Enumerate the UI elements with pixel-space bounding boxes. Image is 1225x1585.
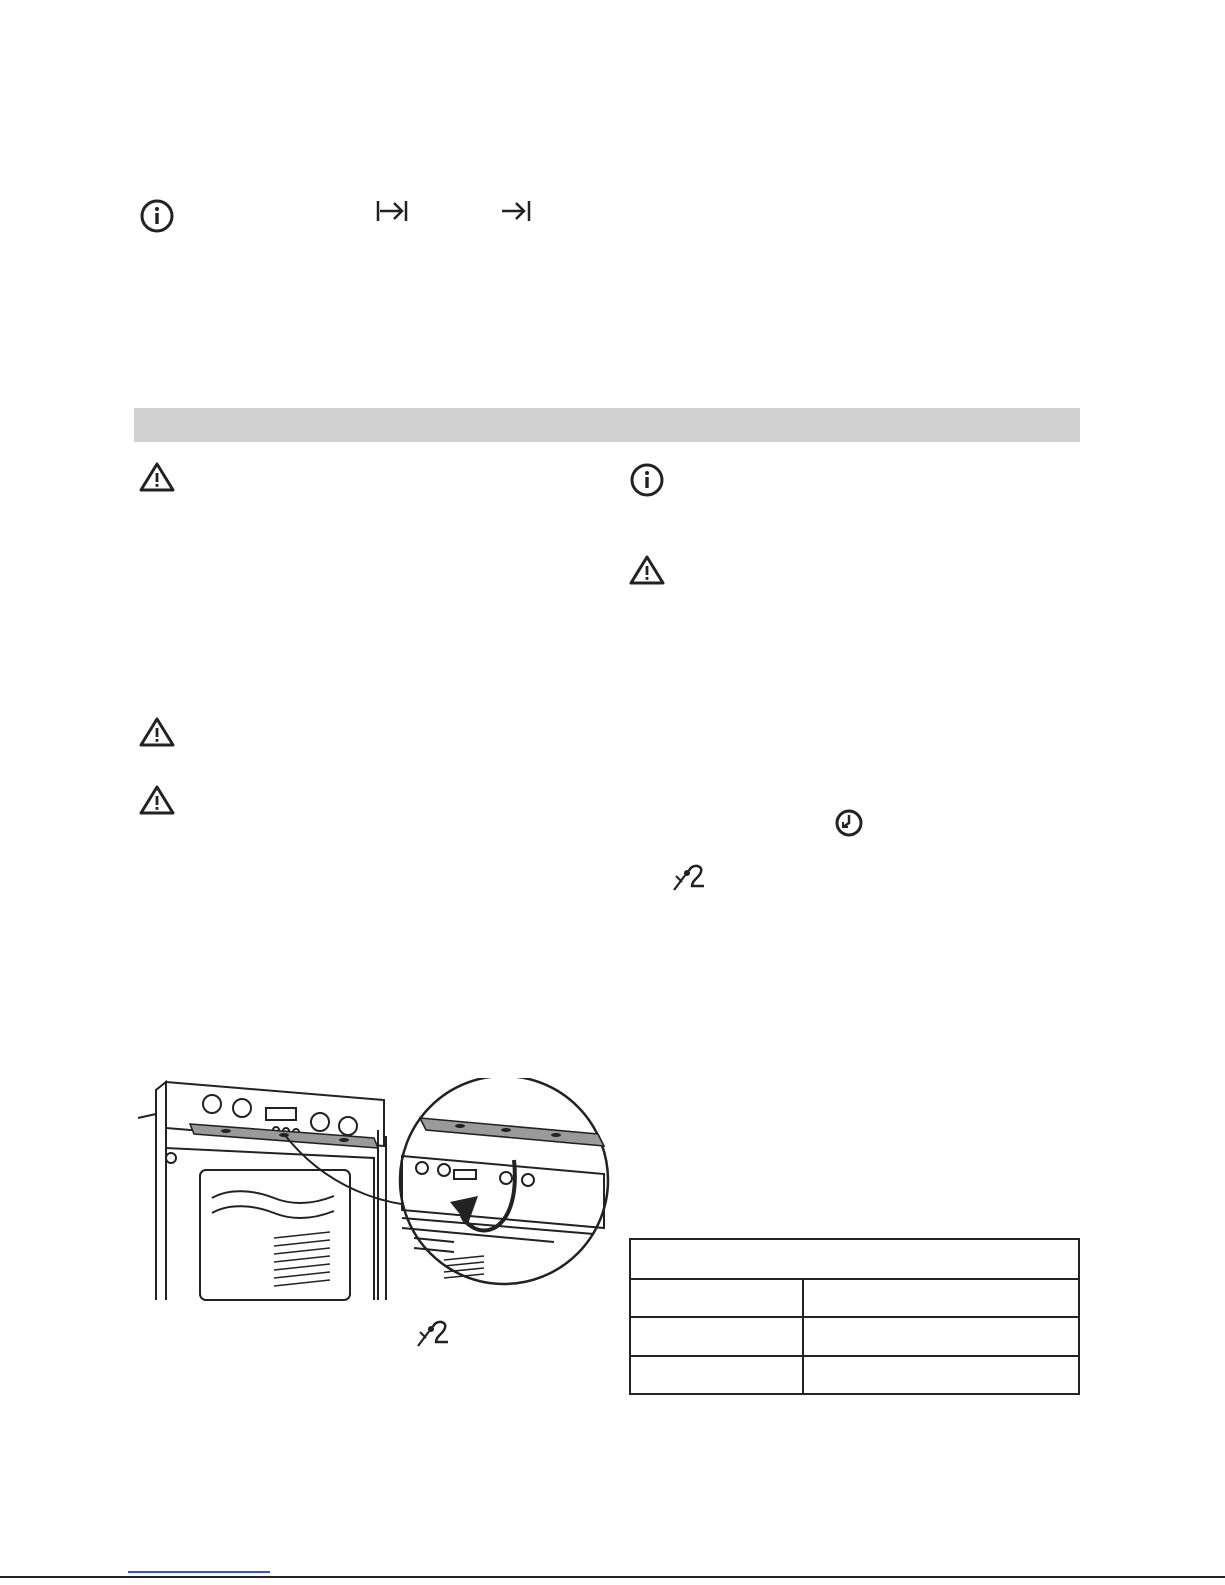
- food-probe-icon: [672, 862, 708, 892]
- footer-link-underline[interactable]: [128, 1571, 270, 1573]
- food-probe-icon: [416, 1318, 452, 1348]
- warning-icon: [138, 784, 176, 816]
- arrow-to-bar-icon: [502, 199, 532, 223]
- warning-icon: [138, 461, 176, 493]
- table-cell: [630, 1279, 803, 1317]
- table-row: [630, 1317, 1079, 1355]
- footer-divider: [0, 1576, 1225, 1578]
- table-cell: [630, 1356, 803, 1394]
- info-icon: [139, 198, 175, 234]
- table-cell: [630, 1317, 803, 1355]
- table-cell: [803, 1317, 1079, 1355]
- table-cell: [803, 1356, 1079, 1394]
- section-heading-bar: [134, 408, 1080, 442]
- timer-clock-icon: [834, 808, 864, 838]
- table-row: [630, 1356, 1079, 1394]
- table-cell: [803, 1279, 1079, 1317]
- tab-to-end-icon: [376, 199, 408, 223]
- table-header-cell: [630, 1239, 1079, 1279]
- warning-icon: [138, 716, 176, 748]
- specification-table: [629, 1238, 1080, 1395]
- info-icon: [629, 462, 665, 498]
- table-row: [630, 1279, 1079, 1317]
- oven-installation-illustration: [134, 1078, 614, 1313]
- warning-icon: [628, 554, 666, 586]
- table-header-row: [630, 1239, 1079, 1279]
